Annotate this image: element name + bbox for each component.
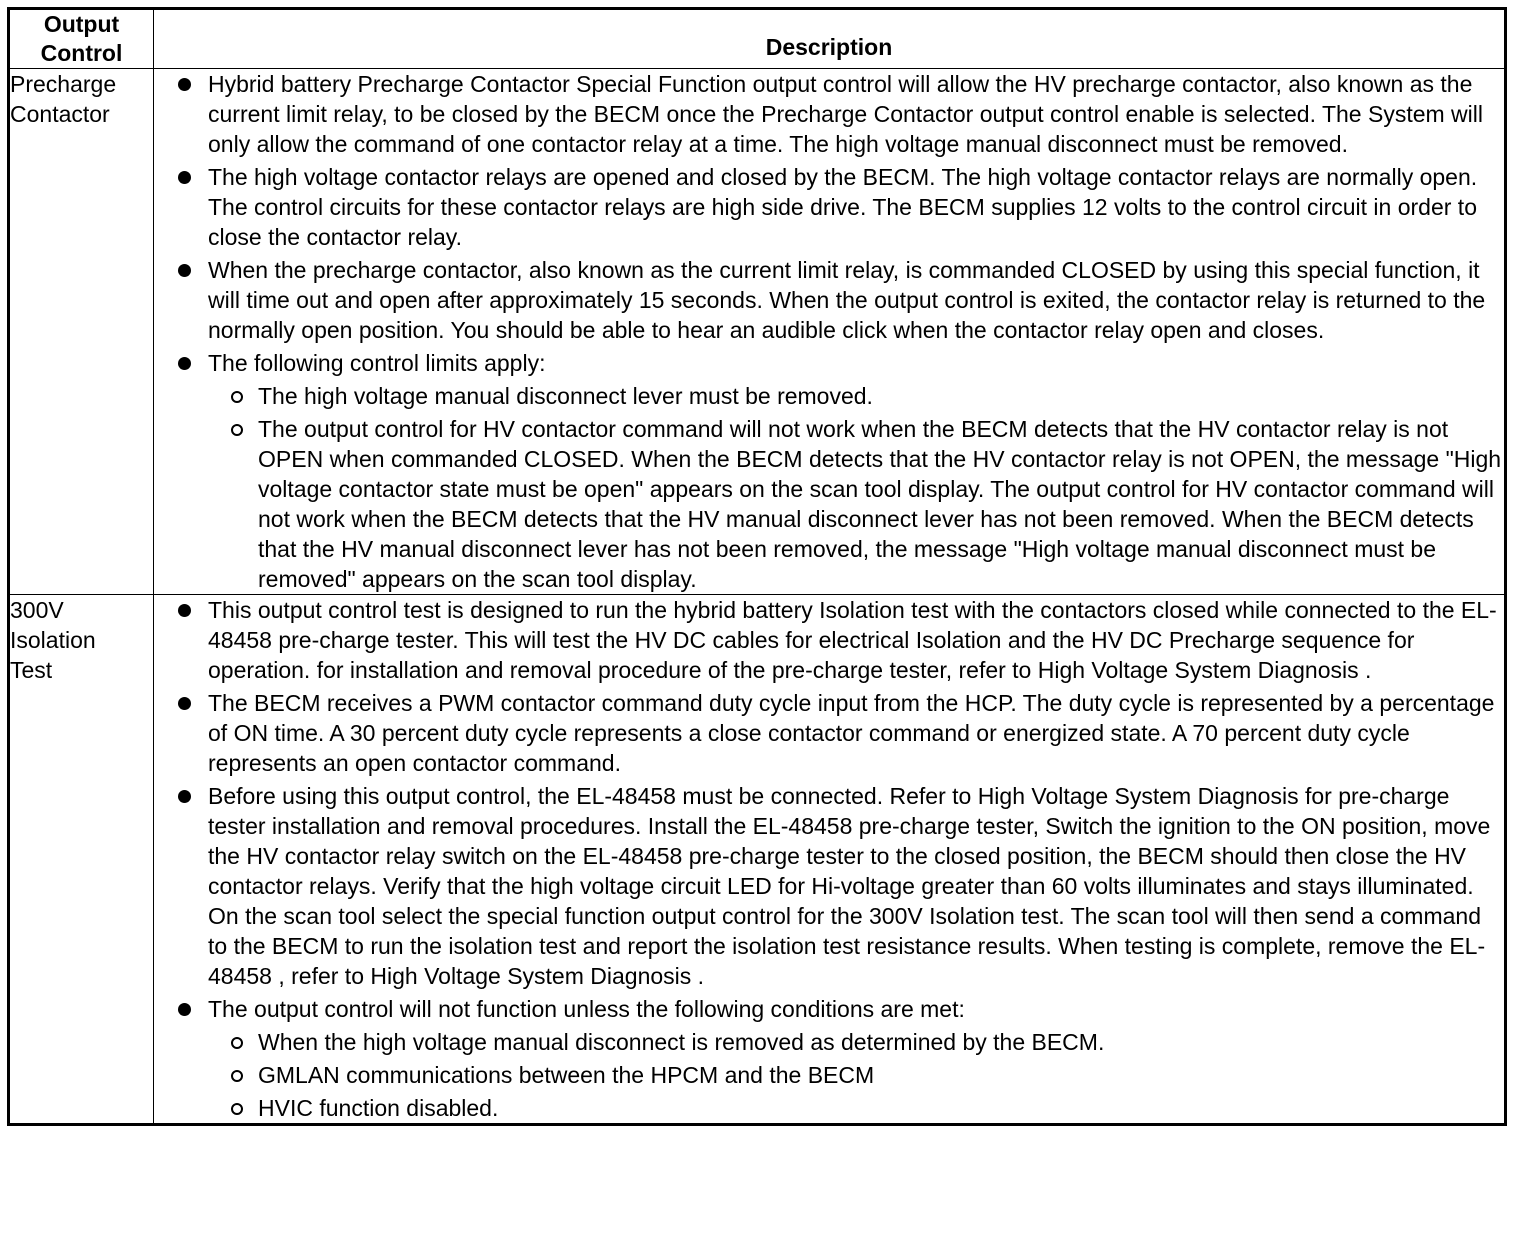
sub-bullet-item: When the high voltage manual disconnect is removed as determined by the BECM. [208, 1027, 1504, 1057]
row-label: Precharge Contactor [9, 69, 154, 595]
bullet-item: The high voltage contactor relays are opened and closed by the BECM. The high voltage contactor relays are normally open. The control circuits for these contactor relays are high side drive. The BECM supplies 12 volts to the control circuit in order to close the contactor relay. [154, 162, 1504, 252]
bullet-ring-icon [231, 424, 243, 436]
row-description [154, 69, 1506, 595]
bullet-dot-icon [178, 78, 191, 91]
bullet-item: Before using this output control, the EL-48458 must be connected. Refer to High Voltage System Diagnosis for pre-charge tester installation and removal procedures. Install the EL-48458 pre-charge tester, Switch the ignition to the ON position, move the HV contactor relay switch on the EL-48458 pre-charge tester to the closed position, the BECM should then close the HV contactor relays. Verify that the high voltage circuit LED for Hi-voltage greater than 60 volts illuminates and stays illuminated. On the scan tool select the special function output control for the 300V Isolation test. The scan tool will then send a command to the BECM to run the isolation test and report the isolation test resistance results. When testing is complete, remove the EL-48458 , refer to High Voltage System Diagnosis . [154, 781, 1504, 991]
sub-bullet-item: The output control for HV contactor command will not work when the BECM detects that the HV contactor relay is not OPEN when commanded CLOSED. When the BECM detects that the HV contactor relay is not OPEN, the message "High voltage contactor state must be open" appears on the scan tool display. The output control for HV contactor command will not work when the BECM detects that the HV manual disconnect lever has not been removed. When the BECM detects that the HV manual disconnect lever has not been removed, the message "High voltage manual disconnect must be removed" appears on the scan tool display. [208, 414, 1504, 594]
bullet-ring-icon [231, 1037, 243, 1049]
bullet-item: The following control limits apply: The high voltage manual disconnect lever must be removed. The output control for HV contactor command will not work when the BECM detects that the HV contactor relay is not OPEN when commanded CLOSED. When the BECM detects that the HV contactor relay is not OPEN, the message "High voltage contactor state must be open" appears on the scan tool display. The output control for HV contactor command will not work when the BECM detects that the HV manual disconnect lever has not been removed. When the BECM detects that the HV manual disconnect lever has not been removed, the message "High voltage manual disconnect must be removed" appears on the scan tool display. [154, 348, 1504, 594]
bullet-dot-icon [178, 697, 191, 710]
bullet-dot-icon [178, 264, 191, 277]
bullet-item: This output control test is designed to run the hybrid battery Isolation test with the contactors closed while connected to the EL-48458 pre-charge tester. This will test the HV DC cables for electrical Isolation and the HV DC Precharge sequence for operation. for installation and removal procedure of the pre-charge tester, refer to High Voltage System Diagnosis . [154, 595, 1504, 685]
bullet-ring-icon [231, 1103, 243, 1115]
header-output-control: Output Control [9, 9, 154, 69]
bullet-item: When the precharge contactor, also known as the current limit relay, is commanded CLOSED by using this special function, it will time out and open after approximately 15 seconds. When the output control is exited, the contactor relay is returned to the normally open position. You should be able to hear an audible click when the contactor relay open and closes. [154, 255, 1504, 345]
sub-bullet-item: The high voltage manual disconnect lever must be removed. [208, 381, 1504, 411]
table-row-precharge-contactor [9, 69, 1506, 595]
row-label: 300V Isolation Test [9, 595, 154, 1125]
output-control-table [7, 7, 1507, 1126]
bullet-dot-icon [178, 790, 191, 803]
bullet-dot-icon [178, 171, 191, 184]
bullet-ring-icon [231, 391, 243, 403]
bullet-item: The output control will not function unless the following conditions are met: When the high voltage manual disconnect is removed as determined by the BECM. GMLAN communications between the HPCM and the BECM HVIC function disabled. [154, 994, 1504, 1123]
header-description: Description [154, 9, 1506, 69]
bullet-dot-icon [178, 604, 191, 617]
bullet-dot-icon [178, 357, 191, 370]
bullet-item: The BECM receives a PWM contactor command duty cycle input from the HCP. The duty cycle is represented by a percentage of ON time. A 30 percent duty cycle represents a close contactor command or energized state. A 70 percent duty cycle represents an open contactor command. [154, 688, 1504, 778]
sub-bullet-item: HVIC function disabled. [208, 1093, 1504, 1123]
bullet-ring-icon [231, 1070, 243, 1082]
bullet-dot-icon [178, 1003, 191, 1016]
table-header-row [9, 9, 1506, 69]
sub-bullet-item: GMLAN communications between the HPCM and the BECM [208, 1060, 1504, 1090]
table-row-300v-isolation-test [9, 595, 1506, 1125]
row-description [154, 595, 1506, 1125]
bullet-item: Hybrid battery Precharge Contactor Special Function output control will allow the HV precharge contactor, also known as the current limit relay, to be closed by the BECM once the Precharge Contactor output control enable is selected. The System will only allow the command of one contactor relay at a time. The high voltage manual disconnect must be removed. [154, 69, 1504, 159]
